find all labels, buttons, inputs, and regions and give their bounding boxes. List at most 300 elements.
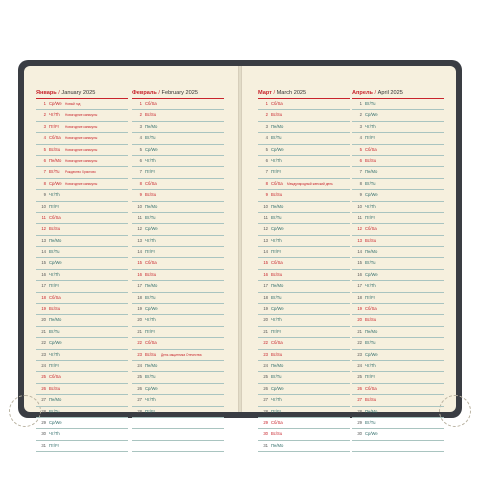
day-row (258, 327, 350, 338)
day-row (258, 315, 350, 326)
holiday-note: Новогодние каникулы (65, 124, 98, 129)
weekday-label: Вс/Su (271, 112, 283, 118)
day-number: 4 (43, 135, 46, 141)
day-row (352, 145, 444, 156)
day-row (36, 304, 128, 315)
day-row (132, 213, 224, 224)
weekday-label: Ср/We (271, 385, 284, 391)
day-row (132, 236, 224, 247)
day-row (352, 338, 444, 349)
day-row (36, 441, 128, 452)
day-row (352, 372, 444, 383)
weekday-label: Ср/We (49, 419, 62, 425)
blank-line (132, 429, 224, 440)
day-row (36, 145, 128, 156)
day-number: 30 (41, 431, 46, 437)
day-number: 16 (41, 271, 46, 277)
day-row (36, 190, 128, 201)
day-number: 6 (139, 157, 142, 163)
day-number: 5 (43, 146, 46, 152)
weekday-label: Вт/Tu (49, 328, 60, 334)
day-row (36, 327, 128, 338)
weekday-label: Пт/Fr (365, 374, 376, 380)
day-row (132, 361, 224, 372)
weekday-label: Сб/Sa (145, 260, 157, 266)
day-row (352, 361, 444, 372)
day-row (132, 258, 224, 269)
weekday-label: Пн/Mo (365, 169, 378, 175)
day-row (352, 304, 444, 315)
weekday-label: Чт/Th (145, 317, 156, 323)
weekday-label: Чт/Th (145, 237, 156, 243)
day-row (258, 167, 350, 178)
month-title: Март / March 2025 (258, 90, 350, 99)
holiday-note: Международный женский день (287, 181, 333, 186)
weekday-label: Ср/We (271, 306, 284, 312)
day-row (36, 270, 128, 281)
weekday-label: Чт/Th (365, 123, 376, 129)
weekday-label: Пт/Fr (49, 362, 60, 368)
day-row (352, 384, 444, 395)
day-number: 27 (137, 397, 142, 403)
day-row (36, 338, 128, 349)
holiday-note: Рождество Христово (65, 170, 96, 175)
day-row (352, 179, 444, 190)
month-february (132, 90, 224, 452)
day-number: 14 (41, 249, 46, 255)
day-row (258, 202, 350, 213)
day-number: 25 (263, 374, 268, 380)
weekday-label: Сб/Sa (145, 340, 157, 346)
day-row (36, 236, 128, 247)
weekday-label: Пт/Fr (145, 249, 156, 255)
day-row (352, 190, 444, 201)
month-january (36, 90, 128, 452)
day-number: 17 (137, 283, 142, 289)
day-number: 3 (139, 123, 142, 129)
day-number: 4 (359, 135, 362, 141)
weekday-label: Пт/Fr (271, 249, 282, 255)
day-row (36, 429, 128, 440)
weekday-label: Чт/Th (271, 317, 282, 323)
day-row (36, 133, 128, 144)
weekday-label: Ср/We (145, 146, 158, 152)
day-number: 9 (43, 192, 46, 198)
weekday-label: Вт/Tu (365, 101, 376, 106)
weekday-label: Сб/Sa (365, 306, 377, 312)
day-number: 8 (265, 180, 268, 186)
weekday-label: Вс/Su (145, 112, 157, 118)
weekday-label: Сб/Sa (49, 294, 61, 300)
weekday-label: Вт/Tu (145, 374, 156, 380)
weekday-label: Чт/Th (365, 362, 376, 368)
day-number: 15 (137, 260, 142, 266)
weekday-label: Чт/Th (365, 203, 376, 209)
day-number: 22 (357, 340, 362, 346)
weekday-label: Вс/Su (271, 271, 283, 277)
day-row (258, 372, 350, 383)
weekday-label: Пн/Mo (271, 442, 284, 448)
day-row (132, 372, 224, 383)
holiday-note: Новый год (65, 102, 81, 106)
day-number: 13 (357, 237, 362, 243)
weekday-label: Вт/Tu (365, 260, 376, 266)
day-row (258, 258, 350, 269)
day-number: 30 (263, 431, 268, 437)
day-row (352, 429, 444, 440)
month-march (258, 90, 350, 452)
weekday-label: Сб/Sa (49, 135, 61, 141)
day-row (132, 133, 224, 144)
day-number: 23 (41, 351, 46, 357)
day-number: 21 (263, 328, 268, 334)
day-row (36, 110, 128, 121)
day-number: 18 (137, 294, 142, 300)
day-row (258, 441, 350, 452)
weekday-label: Чт/Th (49, 351, 60, 357)
day-number: 20 (263, 317, 268, 323)
day-number: 1 (265, 101, 268, 106)
day-row (258, 281, 350, 292)
weekday-label: Пт/Fr (271, 408, 282, 414)
day-row (132, 327, 224, 338)
weekday-label: Ср/We (49, 101, 62, 106)
day-row (132, 145, 224, 156)
day-row (352, 247, 444, 258)
weekday-label: Вт/Tu (271, 214, 282, 220)
day-row (132, 407, 224, 418)
weekday-label: Пт/Fr (365, 294, 376, 300)
weekday-label: Вс/Su (365, 157, 377, 163)
day-number: 26 (137, 385, 142, 391)
day-row (36, 293, 128, 304)
weekday-label: Вс/Su (49, 385, 61, 391)
blank-line (352, 441, 444, 452)
day-row (36, 361, 128, 372)
day-number: 11 (137, 214, 142, 220)
day-row (132, 99, 224, 110)
day-row (132, 270, 224, 281)
weekday-label: Ср/We (49, 340, 62, 346)
weekday-label: Пн/Mo (271, 362, 284, 368)
holiday-note: Новогодние каникулы (65, 136, 98, 141)
day-row (258, 213, 350, 224)
weekday-label: Вс/Su (365, 317, 377, 323)
day-number: 17 (357, 283, 362, 289)
day-number: 31 (41, 442, 46, 448)
weekday-label: Ср/We (49, 260, 62, 266)
weekday-label: Ср/We (145, 385, 158, 391)
book-gutter (238, 66, 242, 412)
day-number: 27 (263, 397, 268, 403)
day-row (132, 350, 224, 361)
weekday-label: Сб/Sa (271, 180, 283, 186)
holiday-note: Новогодние каникулы (65, 113, 98, 118)
day-row (36, 407, 128, 418)
weekday-label: Вс/Su (271, 351, 283, 357)
day-number: 2 (139, 112, 142, 118)
day-number: 5 (139, 146, 142, 152)
weekday-label: Пт/Fr (145, 169, 156, 175)
right-page (242, 66, 456, 448)
day-number: 11 (357, 214, 362, 220)
weekday-label: Сб/Sa (365, 226, 377, 232)
weekday-label: Пн/Mo (49, 237, 62, 243)
day-number: 4 (265, 135, 268, 141)
day-row (258, 110, 350, 121)
day-row (352, 293, 444, 304)
day-row (36, 167, 128, 178)
day-number: 28 (137, 408, 142, 414)
day-number: 29 (263, 419, 268, 425)
day-row (36, 156, 128, 167)
month-title: Апрель / April 2025 (352, 90, 444, 99)
day-row (258, 236, 350, 247)
weekday-label: Пт/Fr (365, 135, 376, 141)
day-row (352, 395, 444, 406)
day-number: 29 (41, 419, 46, 425)
holiday-note: Новогодние каникулы (65, 158, 98, 163)
day-number: 29 (357, 419, 362, 425)
weekday-label: Пн/Mo (145, 362, 158, 368)
day-number: 13 (263, 237, 268, 243)
day-row (258, 179, 350, 190)
day-row (132, 167, 224, 178)
weekday-label: Пн/Mo (271, 123, 284, 129)
day-number: 18 (41, 294, 46, 300)
day-row (36, 372, 128, 383)
weekday-label: Сб/Sa (49, 374, 61, 380)
day-number: 6 (265, 157, 268, 163)
day-row (36, 281, 128, 292)
month-title: Январь / January 2025 (36, 90, 128, 99)
weekday-label: Вт/Tu (145, 135, 156, 141)
weekday-label: Вт/Tu (365, 340, 376, 346)
day-number: 7 (43, 169, 46, 175)
weekday-label: Ср/We (365, 351, 378, 357)
day-row (132, 156, 224, 167)
day-row (258, 156, 350, 167)
day-row (258, 270, 350, 281)
blank-line (132, 418, 224, 429)
day-number: 7 (359, 169, 362, 175)
weekday-label: Вс/Su (365, 397, 377, 403)
day-number: 24 (41, 362, 46, 368)
day-number: 18 (263, 294, 268, 300)
weekday-label: Чт/Th (271, 237, 282, 243)
weekday-label: Сб/Sa (145, 180, 157, 186)
weekday-label: Чт/Th (49, 431, 60, 437)
day-number: 3 (359, 123, 362, 129)
weekday-label: Пт/Fr (49, 203, 60, 209)
day-row (132, 293, 224, 304)
day-number: 3 (265, 123, 268, 129)
weekday-label: Пт/Fr (49, 123, 60, 129)
weekday-label: Сб/Sa (49, 214, 61, 220)
day-row (132, 224, 224, 235)
day-number: 23 (263, 351, 268, 357)
day-number: 17 (263, 283, 268, 289)
day-row (36, 395, 128, 406)
weekday-label: Вс/Su (365, 237, 377, 243)
day-row (132, 110, 224, 121)
day-number: 12 (263, 226, 268, 232)
day-number: 12 (41, 226, 46, 232)
day-number: 5 (265, 146, 268, 152)
day-number: 23 (137, 351, 142, 357)
day-number: 13 (137, 237, 142, 243)
day-row (132, 338, 224, 349)
weekday-label: Вс/Su (271, 431, 283, 437)
day-row (36, 418, 128, 429)
day-number: 22 (263, 340, 268, 346)
weekday-label: Чт/Th (145, 157, 156, 163)
weekday-label: Ср/We (145, 306, 158, 312)
day-number: 28 (357, 408, 362, 414)
day-number: 20 (357, 317, 362, 323)
day-row (132, 384, 224, 395)
day-row (352, 281, 444, 292)
weekday-label: Пн/Mo (271, 203, 284, 209)
day-row (132, 395, 224, 406)
day-number: 16 (263, 271, 268, 277)
day-number: 2 (359, 112, 362, 118)
day-row (36, 179, 128, 190)
day-number: 11 (41, 214, 46, 220)
day-number: 22 (41, 340, 46, 346)
day-number: 8 (139, 180, 142, 186)
day-row (352, 110, 444, 121)
weekday-label: Ср/We (145, 226, 158, 232)
weekday-label: Чт/Th (271, 157, 282, 163)
holiday-note: Новогодние каникулы (65, 147, 98, 152)
weekday-label: Чт/Th (49, 192, 60, 198)
weekday-label: Пн/Mo (365, 249, 378, 255)
day-row (132, 304, 224, 315)
day-row (132, 202, 224, 213)
day-row (258, 122, 350, 133)
day-row (352, 122, 444, 133)
day-row (352, 418, 444, 429)
day-row (132, 179, 224, 190)
day-number: 21 (357, 328, 362, 334)
day-number: 3 (43, 123, 46, 129)
day-number: 1 (43, 101, 46, 106)
day-row (258, 429, 350, 440)
day-number: 27 (357, 397, 362, 403)
weekday-label: Ср/We (365, 192, 378, 198)
day-number: 14 (357, 249, 362, 255)
day-number: 2 (43, 112, 46, 118)
day-number: 9 (139, 192, 142, 198)
day-row (258, 190, 350, 201)
day-number: 19 (357, 306, 362, 312)
weekday-label: Пт/Fr (49, 442, 60, 448)
day-number: 20 (41, 317, 46, 323)
day-number: 6 (359, 157, 362, 163)
day-row (36, 258, 128, 269)
day-row (352, 224, 444, 235)
weekday-label: Сб/Sa (365, 385, 377, 391)
weekday-label: Пт/Fr (49, 283, 60, 289)
weekday-label: Пт/Fr (145, 408, 156, 414)
weekday-label: Пт/Fr (145, 328, 156, 334)
day-number: 15 (41, 260, 46, 266)
weekday-label: Чт/Th (49, 112, 60, 118)
day-row (36, 384, 128, 395)
weekday-label: Пт/Fr (271, 328, 282, 334)
day-number: 26 (263, 385, 268, 391)
day-number: 14 (263, 249, 268, 255)
day-number: 14 (137, 249, 142, 255)
weekday-label: Ср/We (271, 146, 284, 152)
weekday-label: Вс/Su (145, 351, 157, 357)
weekday-label: Вт/Tu (49, 169, 60, 175)
day-row (36, 224, 128, 235)
weekday-label: Вс/Su (145, 271, 157, 277)
weekday-label: Сб/Sa (271, 101, 283, 106)
weekday-label: Ср/We (365, 431, 378, 437)
weekday-label: Пт/Fr (271, 169, 282, 175)
day-number: 21 (137, 328, 142, 334)
weekday-label: Пн/Mo (365, 408, 378, 414)
day-number: 5 (359, 146, 362, 152)
weekday-label: Ср/We (49, 180, 62, 186)
day-number: 10 (357, 203, 362, 209)
weekday-label: Вт/Tu (49, 249, 60, 255)
day-number: 6 (43, 157, 46, 163)
holiday-note: Новогодние каникулы (65, 181, 98, 186)
day-number: 15 (357, 260, 362, 266)
weekday-label: Чт/Th (145, 397, 156, 403)
day-row (36, 315, 128, 326)
weekday-label: Вс/Su (49, 226, 61, 232)
day-row (352, 99, 444, 110)
day-row (352, 167, 444, 178)
day-number: 9 (359, 192, 362, 198)
weekday-label: Вт/Tu (49, 408, 60, 414)
day-number: 19 (263, 306, 268, 312)
weekday-label: Сб/Sa (271, 419, 283, 425)
day-number: 1 (139, 101, 142, 106)
weekday-label: Сб/Sa (145, 101, 157, 106)
day-number: 10 (137, 203, 142, 209)
day-row (258, 395, 350, 406)
weekday-label: Вс/Su (49, 306, 61, 312)
day-row (132, 281, 224, 292)
day-number: 11 (263, 214, 268, 220)
weekday-label: Сб/Sa (271, 260, 283, 266)
weekday-label: Ср/We (365, 271, 378, 277)
day-number: 24 (137, 362, 142, 368)
day-row (132, 315, 224, 326)
day-number: 10 (41, 203, 46, 209)
weekday-label: Пн/Mo (145, 123, 158, 129)
day-number: 28 (41, 408, 46, 414)
day-number: 12 (137, 226, 142, 232)
day-number: 25 (137, 374, 142, 380)
weekday-label: Вс/Su (49, 146, 61, 152)
day-row (352, 258, 444, 269)
day-row (258, 293, 350, 304)
weekday-label: Сб/Sa (365, 146, 377, 152)
weekday-label: Ср/We (271, 226, 284, 232)
day-number: 27 (41, 397, 46, 403)
weekday-label: Сб/Sa (271, 340, 283, 346)
day-number: 21 (41, 328, 46, 334)
day-row (258, 304, 350, 315)
weekday-label: Пн/Mo (145, 203, 158, 209)
